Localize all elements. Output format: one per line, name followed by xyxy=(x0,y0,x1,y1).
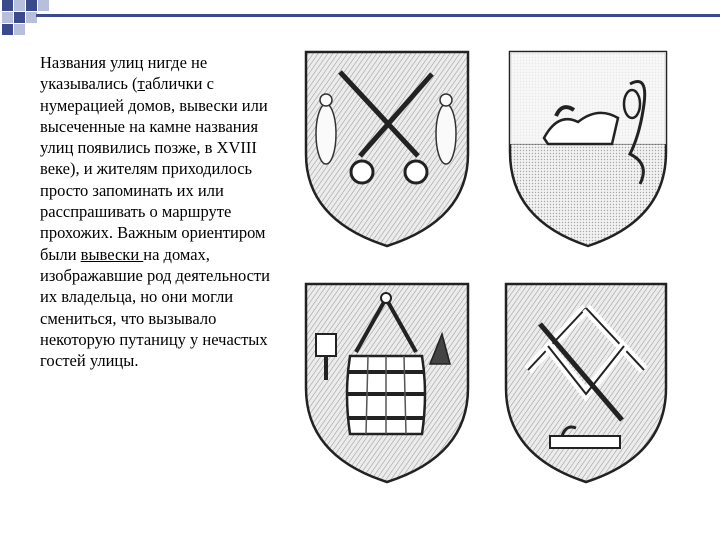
text-part: на домах, изображавшие род деятельности их владельца, но они могли смениться, что вызывало некоторую путаницу у нечастых гостей улицы. xyxy=(40,244,270,371)
underlined-text: т xyxy=(137,74,145,94)
deco-square xyxy=(38,0,49,11)
underlined-link-text: вывески xyxy=(80,244,144,264)
body-text xyxy=(40,52,280,371)
deco-square xyxy=(2,0,13,11)
deco-square xyxy=(2,12,13,23)
deco-square xyxy=(14,12,25,23)
deco-square xyxy=(2,24,13,35)
header-rule xyxy=(36,14,720,17)
shields-illustration xyxy=(300,44,676,484)
text-part: аблички с нумерацией домов, вывески или высеченные на камне названия улиц появились позже, в XVIII веке), и жителям приходилось просто запоминать их или расспрашивать о маршруте прохожих. Важным ориентиром были xyxy=(40,74,268,264)
deco-square xyxy=(26,0,37,11)
text-part: Названия улиц нигде не указывались ( xyxy=(40,53,208,94)
deco-square xyxy=(14,24,25,35)
tailor-scissors-shield xyxy=(306,52,468,246)
deco-square xyxy=(14,0,25,11)
saddler-shield xyxy=(510,52,666,246)
header-decoration xyxy=(0,0,720,40)
cooper-barrel-shield xyxy=(306,284,468,482)
mason-compass-shield xyxy=(506,284,666,482)
